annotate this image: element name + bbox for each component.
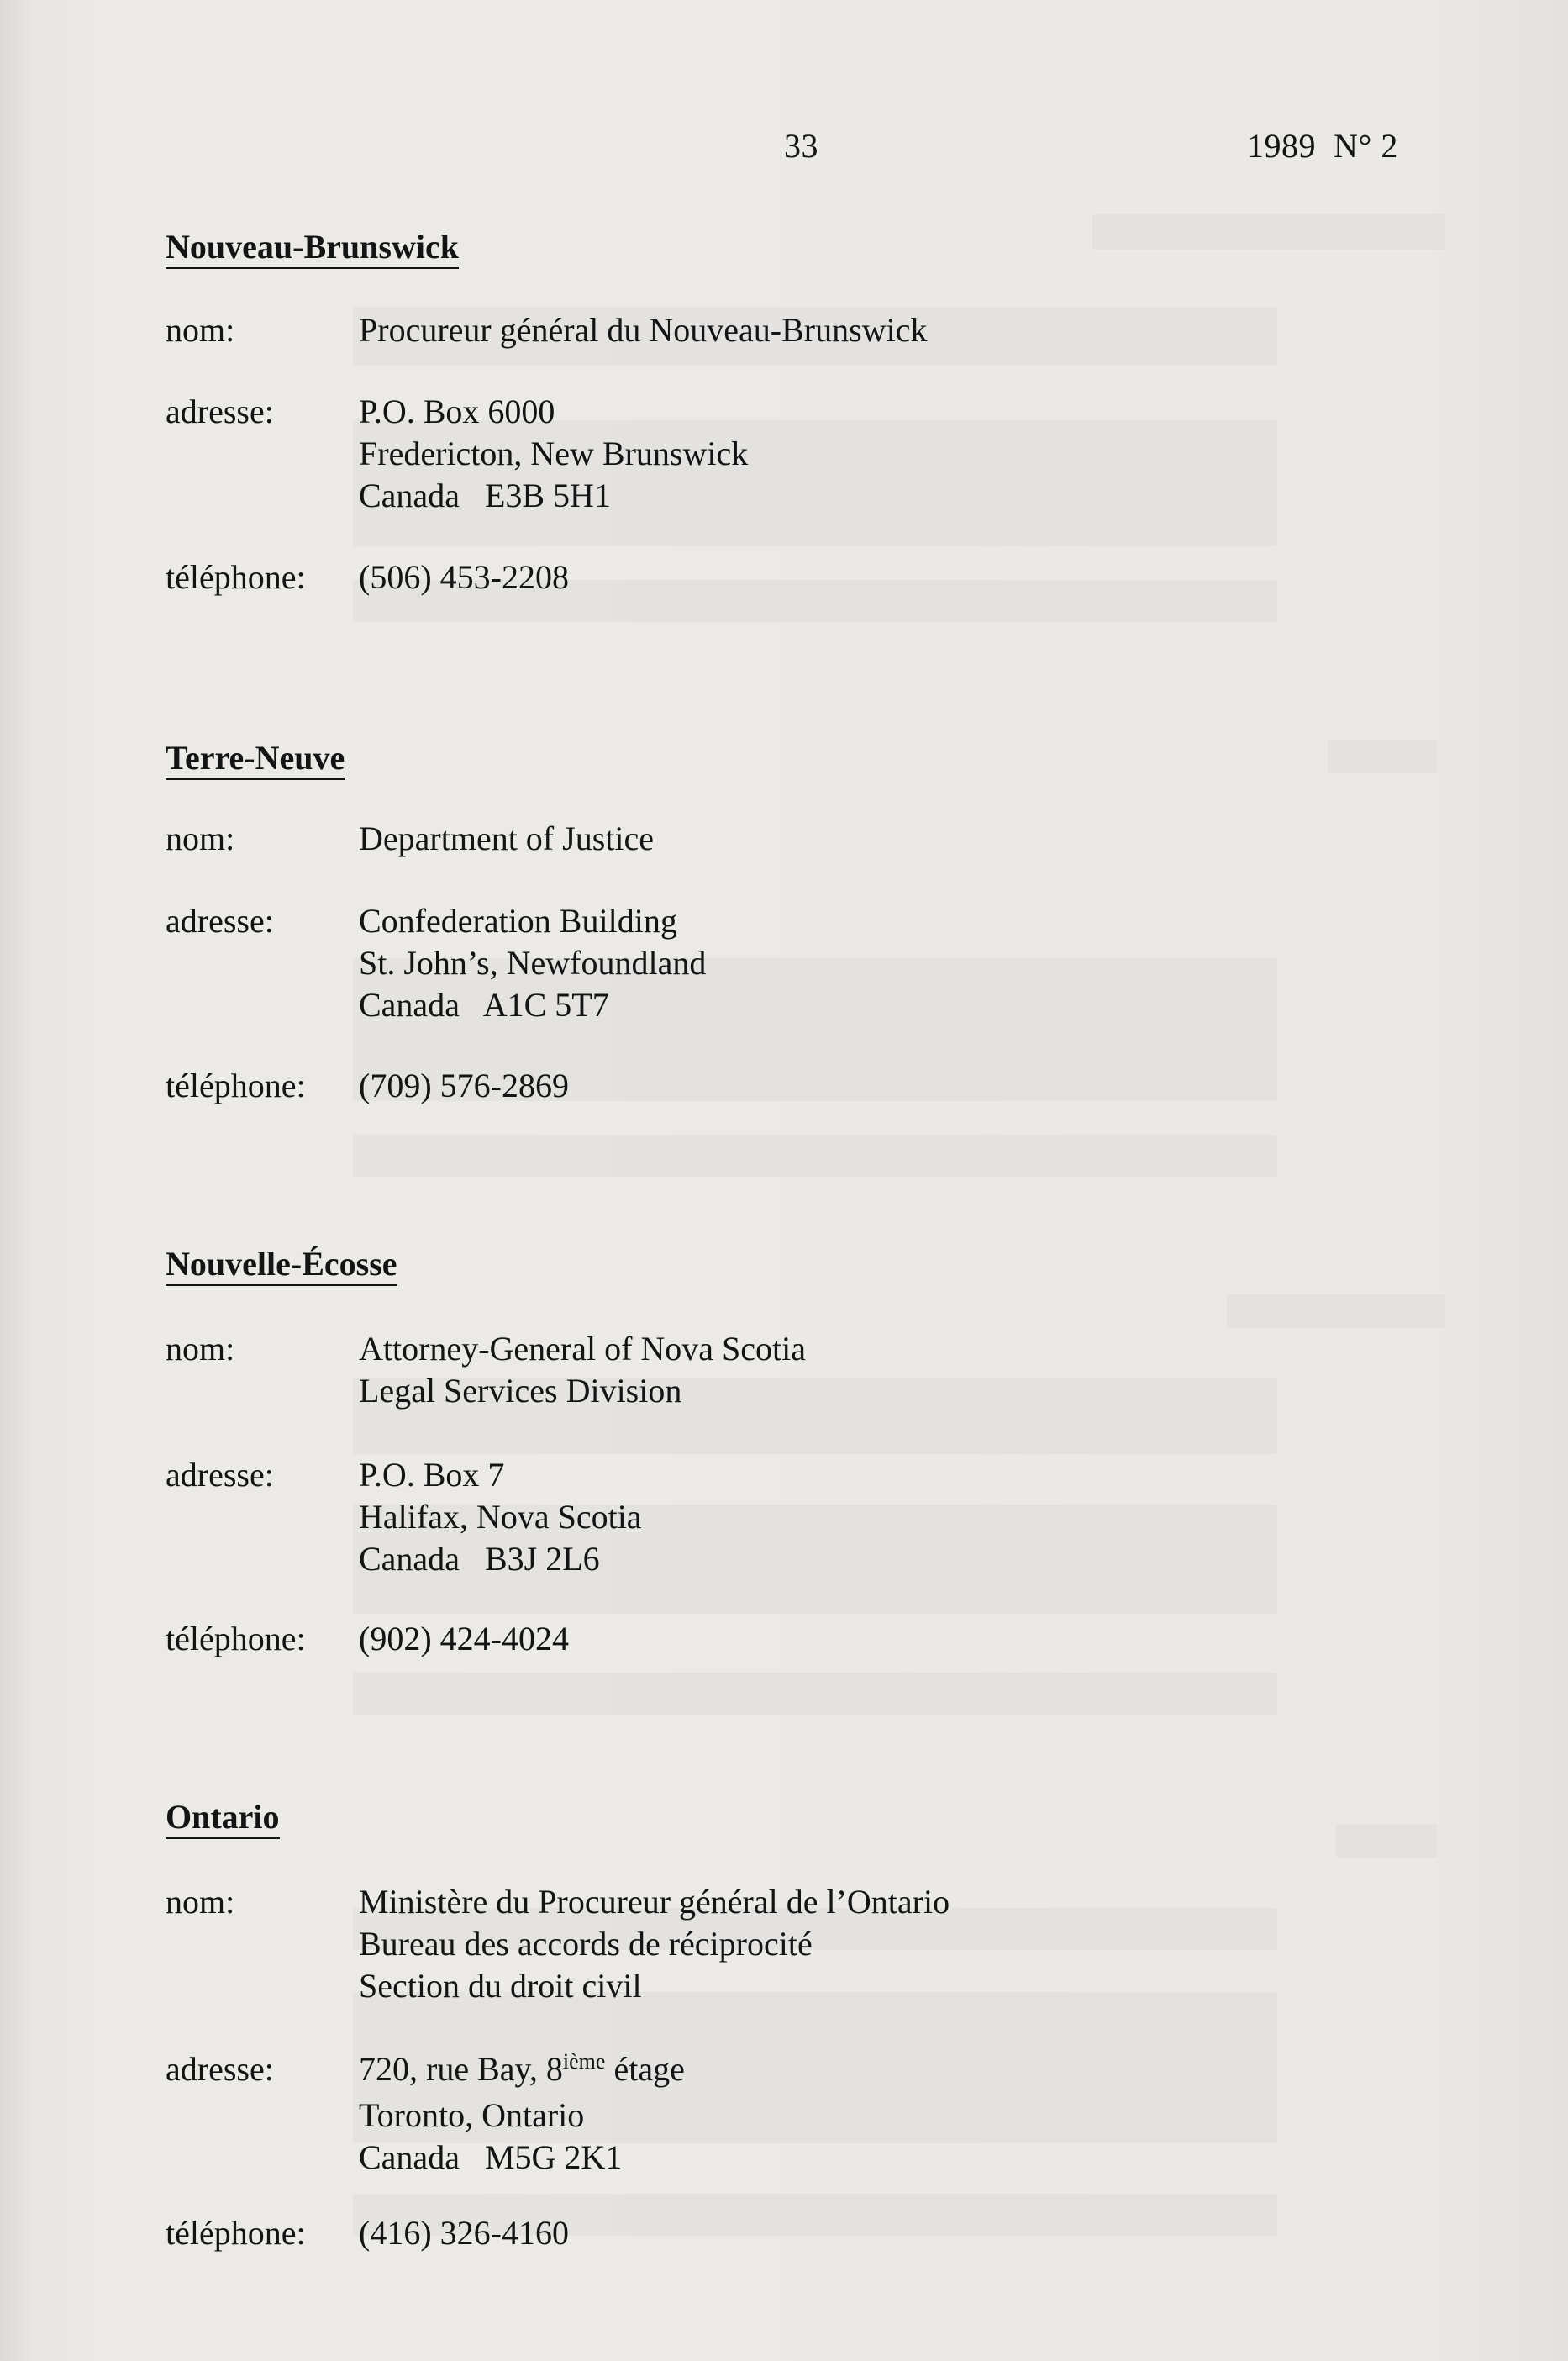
- nom-label: nom:: [166, 819, 235, 857]
- nom-value: [359, 309, 927, 351]
- nom-line: Department of Justice: [359, 819, 654, 857]
- issue-number: 1989 N° 2: [1247, 127, 1398, 165]
- adresse-line: P.O. Box 7: [359, 1456, 505, 1494]
- nom-label: nom:: [166, 1883, 235, 1921]
- nom-line: Attorney-General of Nova Scotia: [359, 1330, 807, 1368]
- bleed-through-shadow: [1328, 740, 1437, 773]
- adresse-line: Fredericton, New Brunswick: [359, 435, 749, 472]
- nom-line: Ministère du Procureur général de l’Ontario: [359, 1883, 950, 1921]
- adresse-street: 720, rue Bay, 8: [359, 2050, 563, 2088]
- nom-line: Bureau des accords de réciprocité: [359, 1925, 813, 1963]
- adresse-line: Toronto, Ontario: [359, 2096, 585, 2134]
- nom-line: Procureur général du Nouveau-Brunswick: [359, 311, 928, 349]
- adresse-line: Canada A1C 5T7: [359, 986, 609, 1024]
- adresse-floor: étage: [605, 2050, 685, 2088]
- nom-label: nom:: [166, 311, 235, 349]
- adresse-label: adresse:: [166, 1456, 274, 1494]
- bleed-through-shadow: [1092, 214, 1445, 250]
- adresse-value: [359, 900, 706, 1026]
- telephone-label: téléphone:: [166, 1067, 306, 1104]
- bleed-through-shadow: [1227, 1294, 1445, 1328]
- telephone-value: (709) 576-2869: [359, 1067, 569, 1104]
- section-title-terre-neuve: Terre-Neuve: [166, 740, 345, 780]
- nom-line: Section du droit civil: [359, 1967, 642, 2005]
- nom-line: Legal Services Division: [359, 1372, 682, 1410]
- section-title-ontario: Ontario: [166, 1799, 280, 1839]
- bleed-through-shadow: [353, 1135, 1277, 1177]
- adresse-label: adresse:: [166, 2050, 274, 2088]
- nom-label: nom:: [166, 1330, 235, 1368]
- nom-value: [359, 818, 654, 860]
- adresse-label: adresse:: [166, 902, 274, 940]
- adresse-value: [359, 2048, 685, 2179]
- telephone-label: téléphone:: [166, 1620, 306, 1657]
- page-number: 33: [784, 127, 818, 165]
- telephone-value: (506) 453-2208: [359, 558, 569, 596]
- adresse-value: [359, 391, 748, 517]
- telephone-value: (416) 326-4160: [359, 2214, 569, 2252]
- nom-value: [359, 1328, 806, 1412]
- adresse-line: Canada B3J 2L6: [359, 1540, 600, 1578]
- ordinal-suffix: ième: [562, 2049, 606, 2074]
- bleed-through-shadow: [1336, 1824, 1437, 1858]
- telephone-label: téléphone:: [166, 2214, 306, 2252]
- adresse-line: Canada E3B 5H1: [359, 477, 611, 514]
- adresse-line: Canada M5G 2K1: [359, 2138, 623, 2176]
- adresse-line: Halifax, Nova Scotia: [359, 1498, 642, 1536]
- telephone-label: téléphone:: [166, 558, 306, 596]
- telephone-value: (902) 424-4024: [359, 1620, 569, 1657]
- adresse-line: Confederation Building: [359, 902, 677, 940]
- adresse-line: [359, 2048, 685, 2095]
- adresse-label: adresse:: [166, 393, 274, 430]
- bleed-through-shadow: [353, 1673, 1277, 1715]
- adresse-line: St. John’s, Newfoundland: [359, 944, 707, 982]
- adresse-value: [359, 1454, 642, 1580]
- nom-value: [359, 1881, 950, 2007]
- section-title-nouveau-brunswick: Nouveau-Brunswick: [166, 229, 459, 269]
- adresse-line: P.O. Box 6000: [359, 393, 555, 430]
- section-title-nouvelle-ecosse: Nouvelle-Écosse: [166, 1246, 397, 1286]
